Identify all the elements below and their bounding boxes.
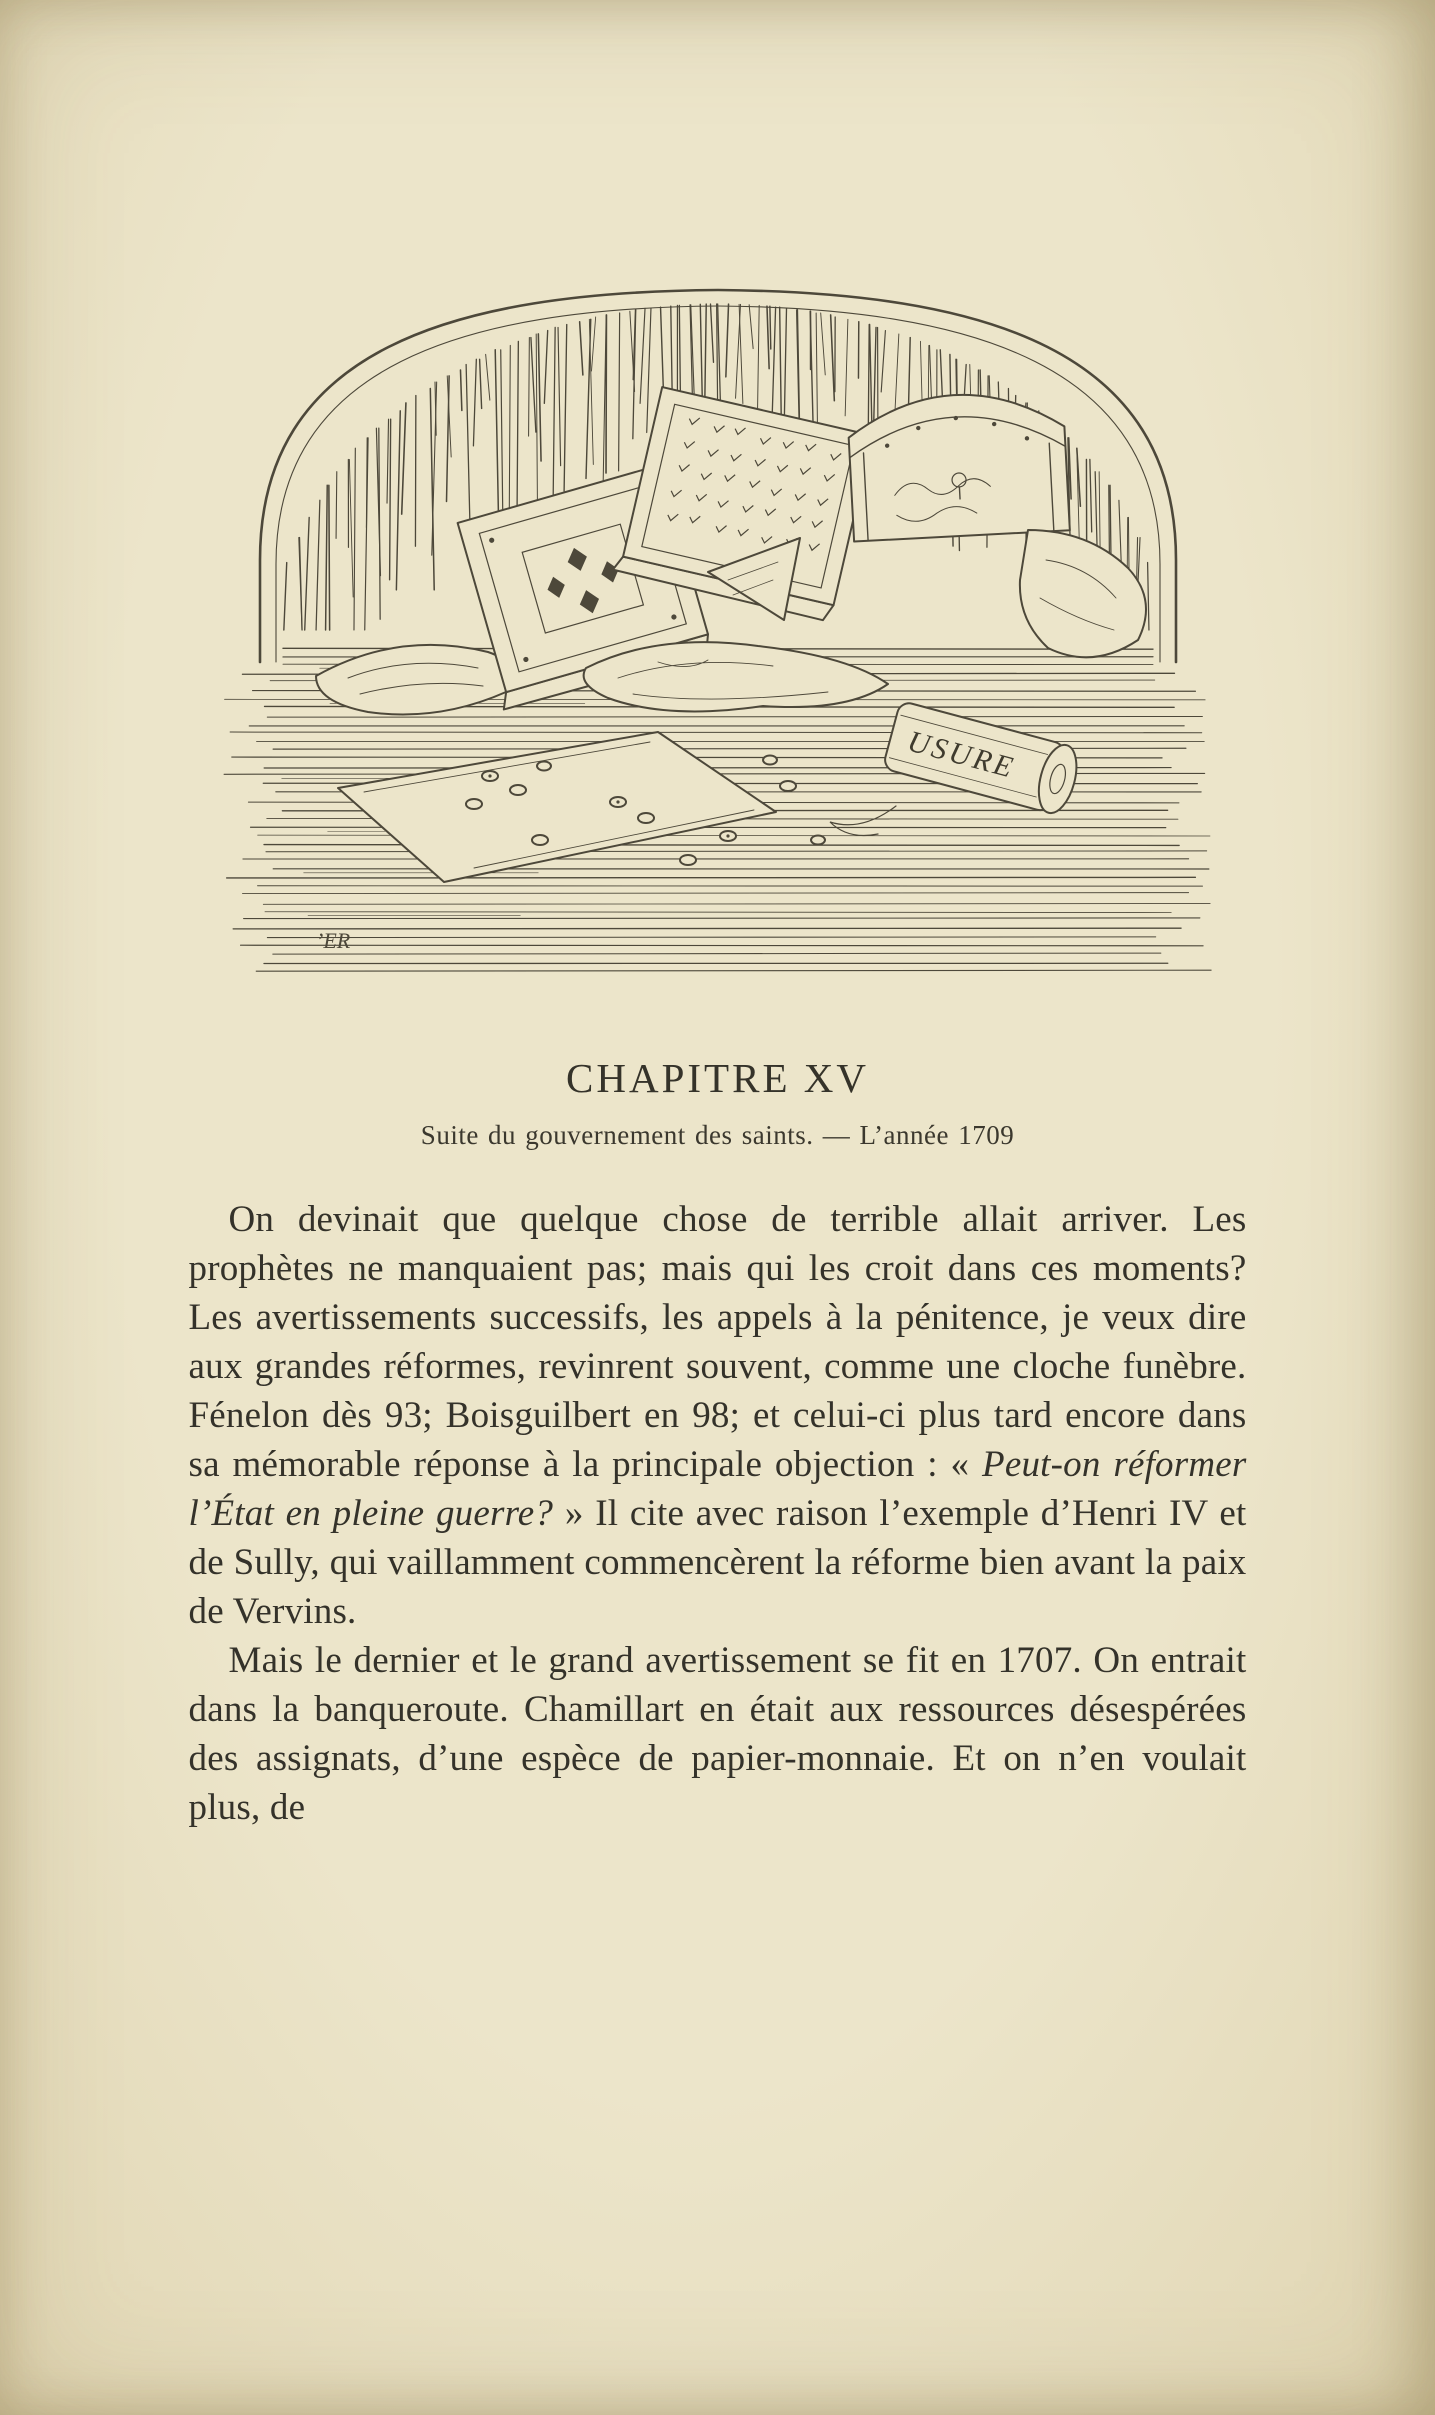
treasure-chest [846, 389, 1069, 541]
body-text [189, 1195, 1247, 1832]
chapter-title: CHAPITRE XV [566, 1055, 869, 1101]
paragraph-2: Mais le dernier et le grand avertissement se fit en 1707. On entrait dans la banqueroute. Chamillart en était aux ressources désespérées des assignats, d’une espèce de papier-monnaie. Et on n’en voulait plus, de [188, 1640, 1247, 1828]
chapter-headpiece-engraving [188, 200, 1248, 990]
scroll-label: USURE [903, 724, 1019, 785]
engraver-signature: ’ER [315, 928, 350, 953]
cloth-roll [583, 642, 887, 711]
cloth-left [316, 645, 513, 715]
paragraph-1-text: On devinait que quelque chose de terrible allait arriver. Les prophètes ne manquaient pas; mais qui les croit dans ces moments? Les avertissements successifs, les appels à la pénitence, je veux dire aux grandes réformes, revinrent souvent, comme une cloche funèbre. Fénelon dès 93; Boisguilbert en 98; et celui-ci plus tard encore dans sa mémorable réponse à la principale objection : « [188, 1199, 1247, 1485]
usury-scroll [882, 701, 1083, 818]
paragraph-1-continuation: » Il cite avec raison l’exemple d’Henri IV et de Sully, qui vaillamment commencèrent la réforme bien avant la paix de Vervins. [188, 1493, 1247, 1632]
engraving-svg [188, 200, 1248, 990]
paragraph-1 [189, 1195, 1247, 1636]
chapter-subtitle: Suite du gouvernement des saints. — L’année 1709 [420, 1120, 1015, 1150]
paragraph-1-quote-italic: Peut-on réformer l’État en pleine guerre? [188, 1444, 1247, 1534]
